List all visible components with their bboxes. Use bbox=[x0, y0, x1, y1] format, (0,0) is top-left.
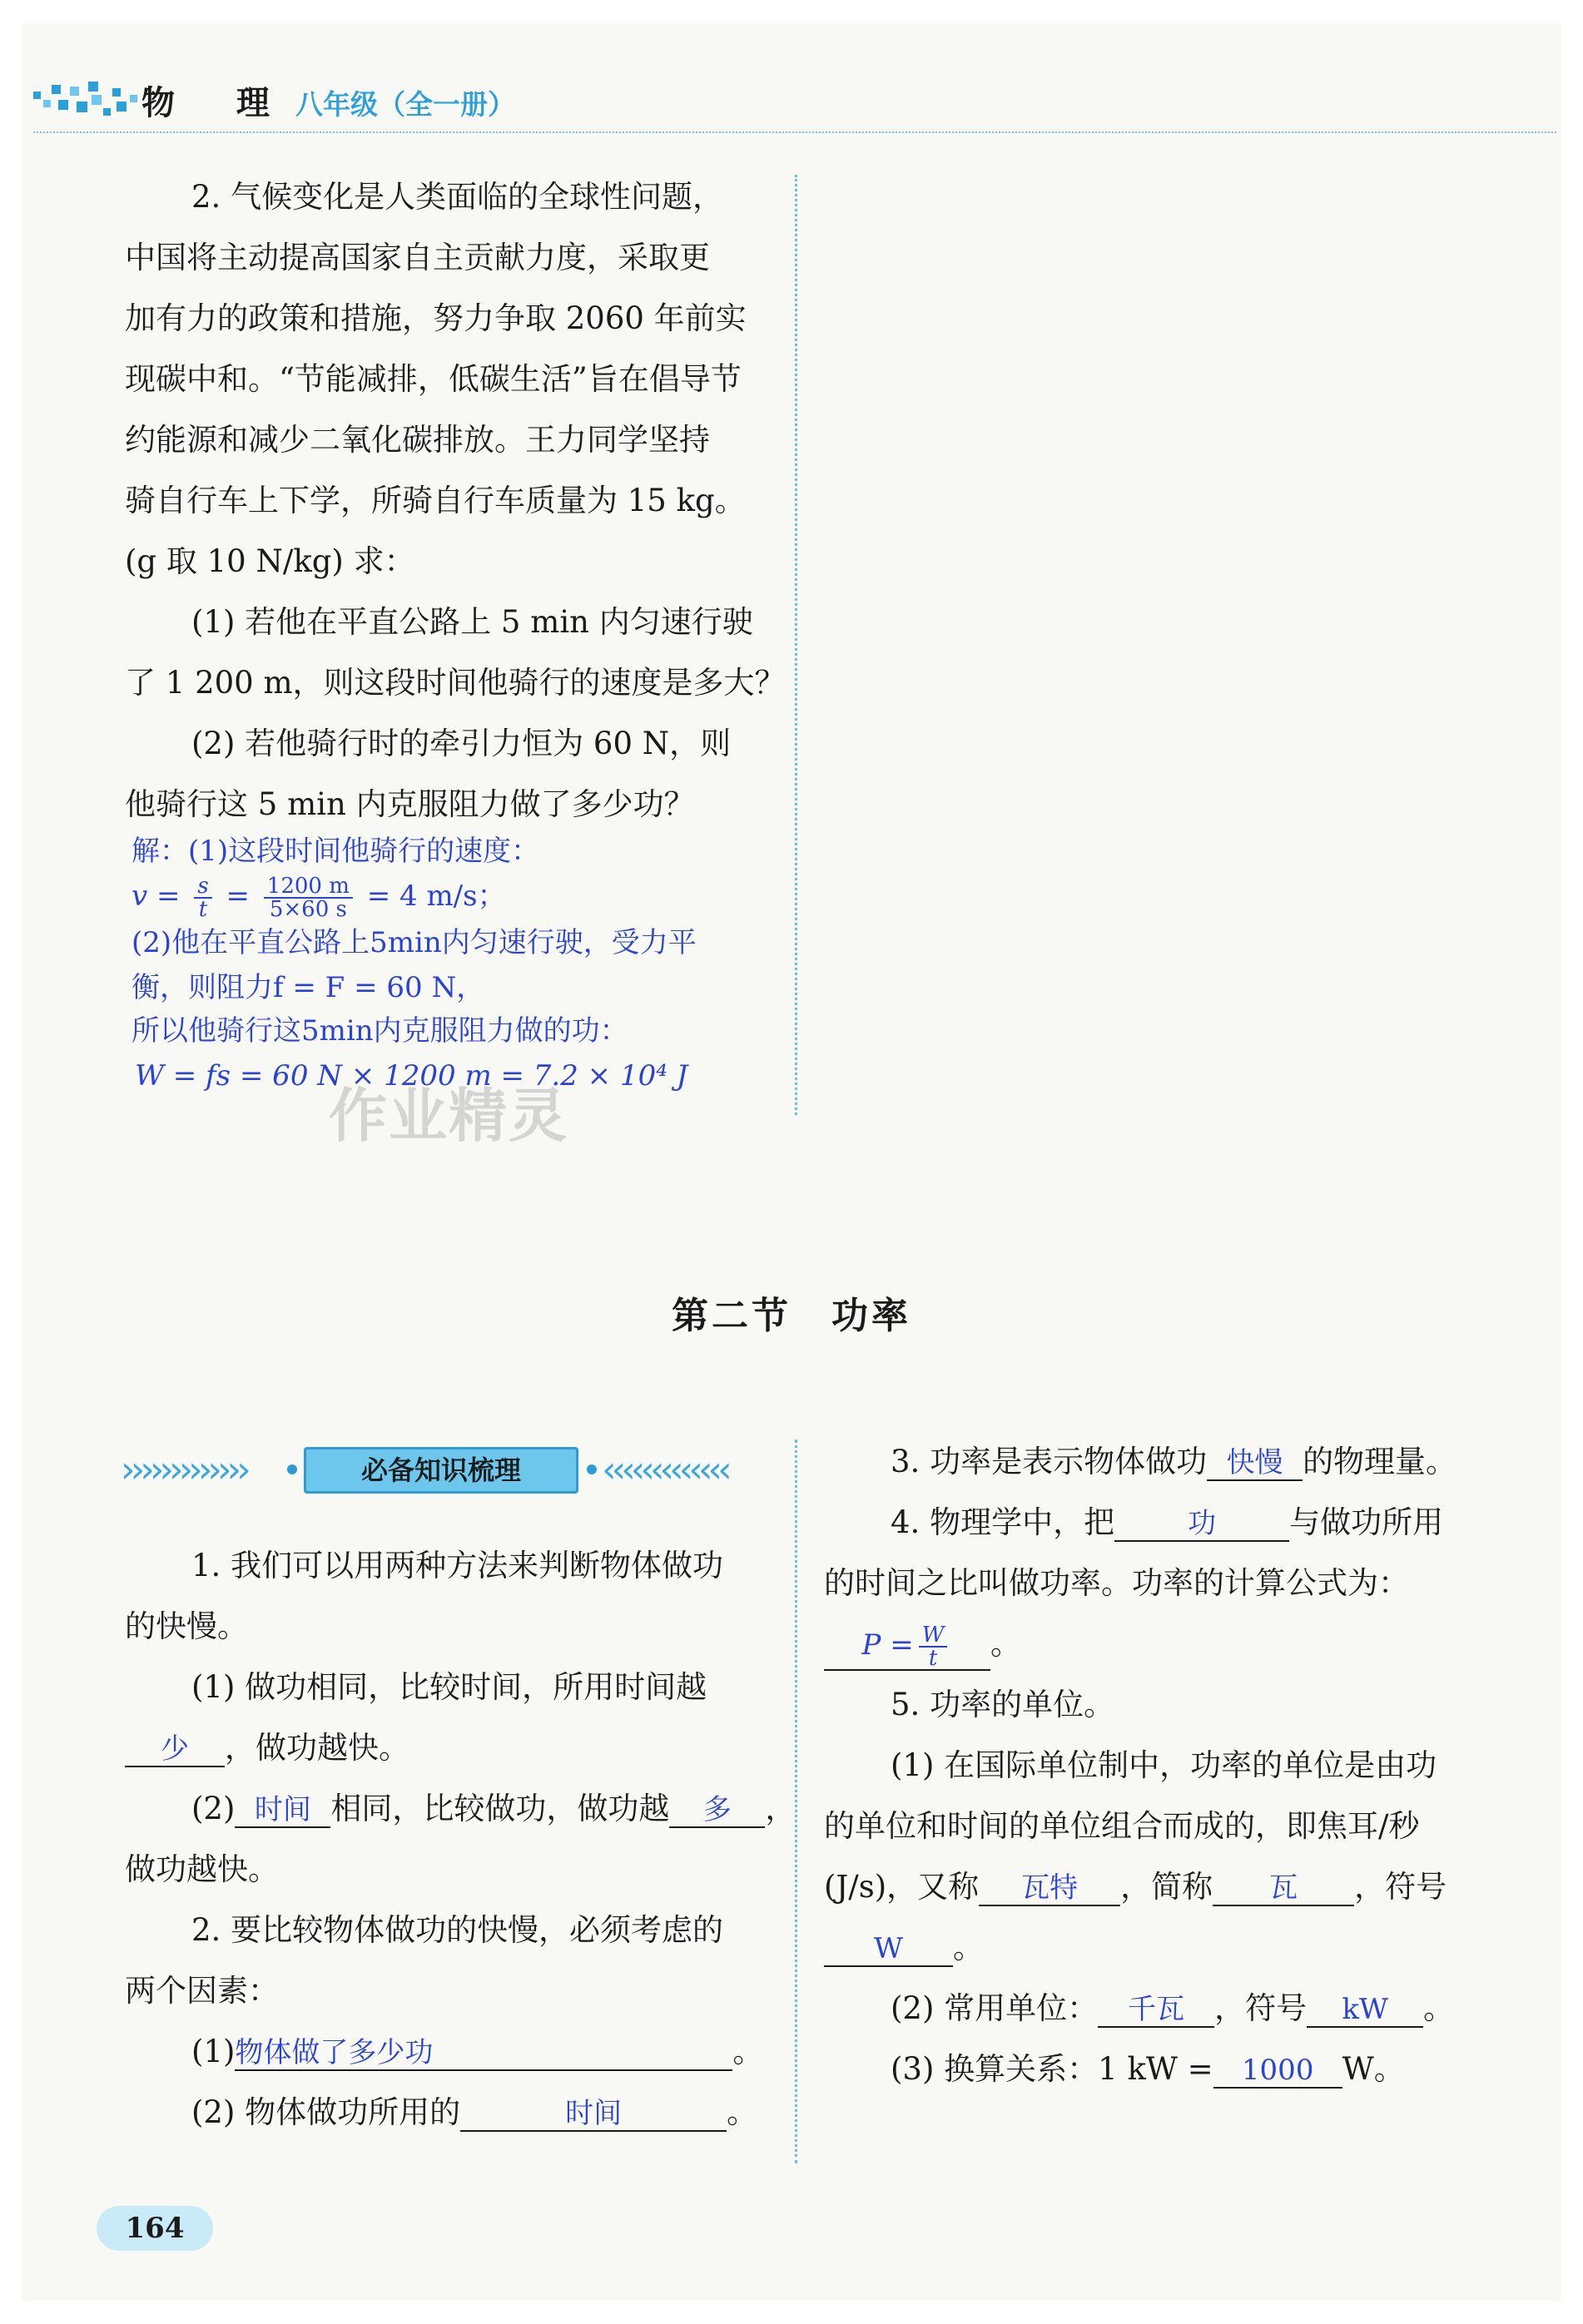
blank-answer[interactable]: 1000 bbox=[1213, 2054, 1342, 2089]
solution-line-6: W = fs = 60 N × 1200 m = 7.2 × 10⁴ J bbox=[135, 1059, 688, 1093]
item-text: (J/s)，又称 bbox=[824, 1869, 980, 1905]
problem-line: 2. 气候变化是人类面临的全球性问题， bbox=[191, 179, 724, 215]
banner-chevrons-left-icon: ››››››››››››› bbox=[121, 1449, 246, 1491]
section-banner bbox=[121, 1444, 753, 1497]
banner-chevrons-right-icon: ‹‹‹‹‹‹‹‹‹‹‹‹‹ bbox=[602, 1449, 727, 1491]
header-subject: 物 理 bbox=[141, 84, 295, 122]
blank-answer[interactable]: 功 bbox=[1114, 1507, 1289, 1542]
item-text: ， bbox=[765, 1791, 796, 1826]
fraction-w-over-t bbox=[919, 1624, 948, 1669]
blank-answer[interactable]: 快慢 bbox=[1207, 1446, 1303, 1481]
item-5b-line bbox=[824, 1978, 1481, 2039]
fraction-denominator: t bbox=[198, 897, 208, 922]
item-text: 相同，比较做功，做功越 bbox=[330, 1791, 670, 1826]
blank-answer[interactable]: 少 bbox=[125, 1732, 225, 1767]
item-5a-line: 的单位和时间的单位组合而成的，即焦耳/秒 bbox=[824, 1808, 1420, 1844]
problem-line: 骑自行车上下学，所骑自行车质量为 15 kg。 bbox=[125, 483, 746, 518]
page-number: 164 bbox=[97, 2206, 213, 2251]
item-2b-line bbox=[125, 2082, 766, 2143]
solution-speed-result: = 4 m/s； bbox=[366, 880, 506, 913]
problem-line: 约能源和减少二氧化碳排放。王力同学坚持 bbox=[125, 422, 710, 458]
blank-answer[interactable]: 多 bbox=[669, 1793, 765, 1828]
question-2-line: (2) 若他骑行时的牵引力恒为 60 N，则 bbox=[191, 726, 732, 761]
header-grade: 八年级（全一册） bbox=[295, 88, 515, 121]
blank-answer[interactable]: kW bbox=[1307, 1993, 1423, 2028]
item-4-formula-line bbox=[824, 1613, 1481, 1674]
item-text: (2) bbox=[191, 1791, 236, 1826]
item-text: (1) bbox=[191, 2034, 236, 2069]
item-5a-line-4 bbox=[824, 1917, 1481, 1978]
item-4-line bbox=[824, 1492, 1481, 1553]
item-text: ，简称 bbox=[1120, 1869, 1213, 1905]
blank-answer[interactable]: 时间 bbox=[460, 2097, 727, 2132]
item-text: 3. 功率是表示物体做功 bbox=[891, 1444, 1208, 1479]
item-2-line: 2. 要比较物体做功的快慢，必须考虑的 bbox=[191, 1912, 724, 1948]
fraction-numerator: W bbox=[919, 1624, 948, 1648]
knowledge-right-column bbox=[824, 1431, 1481, 2099]
blank-answer[interactable]: 千瓦 bbox=[1098, 1993, 1214, 2028]
problem-line: 现碳中和。“节能减排，低碳生活”旨在倡导节 bbox=[125, 361, 742, 397]
solution-v-label: v = bbox=[132, 880, 181, 913]
item-2a-line bbox=[125, 2021, 766, 2082]
blank-answer[interactable]: 物体做了多少功 bbox=[235, 2036, 732, 2071]
blank-answer[interactable]: 瓦特 bbox=[979, 1871, 1120, 1906]
item-text: ，做功越快。 bbox=[225, 1730, 409, 1766]
solution-line-4: 衡，则阻力f = F = 60 N， bbox=[132, 971, 485, 1004]
item-1b-line bbox=[125, 1778, 796, 1839]
item-5a-line: (1) 在国际单位制中，功率的单位是由功 bbox=[891, 1747, 1437, 1783]
item-5-line: 5. 功率的单位。 bbox=[891, 1687, 1115, 1722]
column-divider-top bbox=[795, 175, 797, 1115]
item-1a-line-2 bbox=[125, 1717, 766, 1778]
equals-sign: = bbox=[226, 880, 250, 913]
formula-blank[interactable] bbox=[824, 1624, 990, 1671]
problem-2 bbox=[125, 166, 786, 835]
solution-line-1: 解：(1)这段时间他骑行的速度： bbox=[132, 835, 540, 868]
item-text: 。 bbox=[990, 1626, 1021, 1662]
item-3-line bbox=[824, 1431, 1481, 1492]
item-text: 的物理量。 bbox=[1303, 1444, 1457, 1479]
watermark: 作业精灵 bbox=[329, 1082, 568, 1150]
fraction-values bbox=[264, 875, 353, 920]
item-1a-line: (1) 做功相同，比较时间，所用时间越 bbox=[191, 1669, 707, 1705]
fraction-numerator: s bbox=[194, 875, 211, 899]
header-divider bbox=[33, 131, 1556, 133]
item-text: (2) 常用单位： bbox=[891, 1990, 1099, 2026]
item-text: ，符号 bbox=[1354, 1869, 1447, 1905]
fraction-denominator: 5×60 s bbox=[269, 897, 347, 922]
solution-line-3: (2)他在平直公路上5min内匀速行驶，受力平 bbox=[132, 926, 697, 959]
item-text: 与做功所用 bbox=[1289, 1504, 1444, 1540]
item-text: W。 bbox=[1342, 2051, 1405, 2087]
item-1-line: 的快慢。 bbox=[125, 1608, 248, 1644]
solution-line-5: 所以他骑行这5min内克服阻力做的功： bbox=[132, 1014, 628, 1048]
section-title: 第二节 功率 bbox=[672, 1295, 911, 1337]
blank-answer[interactable]: 时间 bbox=[235, 1793, 330, 1828]
item-text: 。 bbox=[727, 2094, 758, 2130]
question-2-line: 他骑行这 5 min 内克服阻力做了多少功？ bbox=[125, 786, 695, 822]
question-1-line: (1) 若他在平直公路上 5 min 内匀速行驶 bbox=[191, 604, 753, 640]
item-text: 4. 物理学中，把 bbox=[891, 1504, 1115, 1540]
question-1-line: 了 1 200 m，则这段时间他骑行的速度是多大？ bbox=[125, 665, 786, 701]
item-text: 。 bbox=[732, 2034, 764, 2069]
item-text: 。 bbox=[1423, 1990, 1455, 2026]
item-2-line: 两个因素： bbox=[125, 1973, 279, 2009]
item-5c-line bbox=[824, 2039, 1481, 2099]
fraction-denominator: t bbox=[928, 1646, 938, 1671]
fraction-s-over-t bbox=[194, 875, 211, 920]
item-1b-line-2: 做功越快。 bbox=[125, 1851, 279, 1887]
banner-dot-icon bbox=[587, 1464, 597, 1474]
formula-p: P = bbox=[861, 1628, 914, 1662]
item-text: (2) 物体做功所用的 bbox=[191, 2094, 461, 2130]
item-text: 。 bbox=[953, 1930, 984, 1965]
banner-dot-icon bbox=[287, 1464, 297, 1474]
problem-line: 中国将主动提高国家自主贡献力度，采取更 bbox=[125, 240, 710, 275]
item-4-line-2: 的时间之比叫做功率。功率的计算公式为： bbox=[824, 1565, 1409, 1601]
item-5a-line-3 bbox=[824, 1856, 1481, 1917]
problem-line: (g 取 10 N/kg) 求： bbox=[125, 543, 415, 579]
solution-line-2 bbox=[132, 874, 506, 920]
item-text: (3) 换算关系：1 kW = bbox=[891, 2051, 1213, 2087]
item-1-line: 1. 我们可以用两种方法来判断物体做功 bbox=[191, 1548, 724, 1583]
blank-answer[interactable]: W bbox=[824, 1932, 953, 1967]
problem-line: 加有力的政策和措施，努力争取 2060 年前实 bbox=[125, 300, 747, 336]
banner-label: 必备知识梳理 bbox=[304, 1447, 578, 1494]
item-text: ，符号 bbox=[1214, 1990, 1308, 2026]
knowledge-left-column bbox=[125, 1535, 796, 2143]
fraction-numerator: 1200 m bbox=[264, 875, 353, 899]
blank-answer[interactable]: 瓦 bbox=[1213, 1871, 1354, 1906]
